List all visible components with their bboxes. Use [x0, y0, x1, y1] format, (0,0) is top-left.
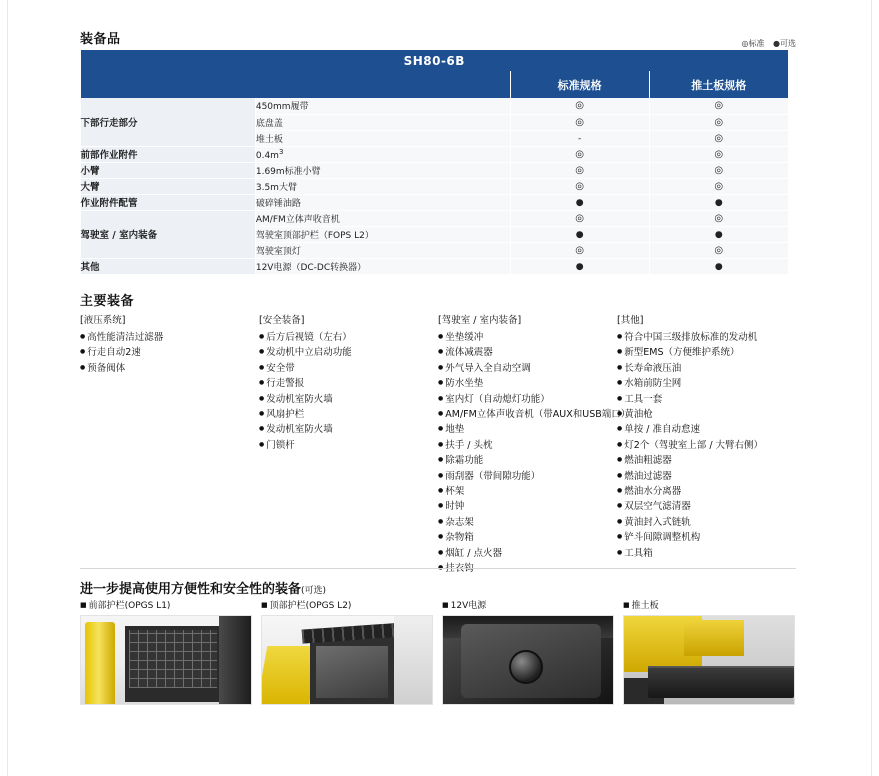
list-item: ● 扶手 / 头枕 — [438, 438, 617, 453]
item-label: 1.69m标准小臂 — [255, 162, 510, 178]
column-heading: [驾驶室 / 室内装备] — [438, 315, 522, 326]
equipment-list — [438, 330, 631, 577]
item-label: 驾驶室顶灯 — [255, 242, 510, 258]
photo-caption: ■ 12V电源 — [442, 598, 614, 611]
list-item: ● 黄油枪 — [617, 407, 796, 422]
list-item: ● 雨刮器（带间隙功能） — [438, 469, 617, 484]
list-item: ● 新型EMS（方便维护系统） — [617, 345, 796, 360]
legend-optional: ●可选 — [773, 39, 796, 48]
header-spacer — [81, 71, 511, 98]
item-label: 底盘盖 — [255, 114, 510, 130]
table-model-band-row — [81, 50, 789, 71]
item-label: 破碎锤油路 — [255, 194, 510, 210]
mark-standard — [510, 194, 649, 210]
table-column-header-row — [81, 71, 789, 98]
optional-photos — [80, 598, 796, 705]
table-row — [81, 178, 789, 194]
list-item: ● 双层空气滤清器 — [617, 499, 796, 514]
list-item: ● 水箱前防尘网 — [617, 376, 796, 391]
mark-dozer — [649, 242, 788, 258]
front-guard-photo — [80, 615, 252, 705]
background-shape — [219, 616, 251, 705]
list-item: ● 发动机室防火墙 — [259, 392, 438, 407]
list-item: ● 流体减震器 — [438, 345, 617, 360]
mark-dozer — [649, 178, 788, 194]
list-item: ● 杯架 — [438, 484, 617, 499]
list-item: ● 符合中国三级排放标准的发动机 — [617, 330, 796, 345]
list-item: ● 时钟 — [438, 499, 617, 514]
column-heading: [液压系统] — [80, 315, 126, 326]
equipment-list — [80, 330, 259, 376]
list-item: ● 门锁杆 — [259, 438, 438, 453]
equipment-column-other — [617, 312, 796, 577]
boom-shape — [85, 622, 115, 705]
table-row — [81, 194, 789, 210]
section-divider — [80, 568, 796, 569]
list-item: ● 发动机室防火墙 — [259, 422, 438, 437]
equipment-list — [617, 330, 796, 561]
list-item: ● 单按 / 准自动怠速 — [617, 422, 796, 437]
list-item: ● 预备阀体 — [80, 361, 259, 376]
column-header-dozer: 推土板规格 — [649, 71, 788, 98]
list-item: ● 工具箱 — [617, 546, 796, 561]
item-label: $0.4m^3$ — [255, 146, 510, 162]
power-socket-photo — [442, 615, 614, 705]
equipment-column-safety — [259, 312, 438, 577]
list-item: ● 杂志架 — [438, 515, 617, 530]
item-label: 450mm履带 — [255, 98, 510, 114]
list-item: ● 长寿命液压油 — [617, 361, 796, 376]
main-equipment-title: 主要装备 — [80, 294, 135, 309]
list-item: ● 外气导入全自动空调 — [438, 361, 617, 376]
mark-dozer — [649, 130, 788, 146]
optional-title-text: 进一步提高使用方便性和安全性的装备 — [80, 582, 302, 597]
glass-shape — [316, 646, 388, 698]
item-label: 3.5m大臂 — [255, 178, 510, 194]
mark-dozer — [649, 146, 788, 162]
group-label-other: 其他 — [81, 258, 256, 274]
mark-standard — [510, 98, 649, 114]
list-item: ● 高性能清洁过滤器 — [80, 330, 259, 345]
group-label-undercarriage: 下部行走部分 — [81, 98, 256, 146]
optional-title-suffix: (可选) — [301, 586, 327, 596]
mark-dozer — [649, 210, 788, 226]
list-item: ● 燃油粗滤器 — [617, 453, 796, 468]
mark-dozer — [649, 162, 788, 178]
list-item: ● 黄油封入式链轨 — [617, 515, 796, 530]
list-item: ● AM/FM立体声收音机（带AUX和USB端口） — [438, 407, 617, 422]
mark-standard — [510, 258, 649, 274]
mark-standard — [510, 210, 649, 226]
page-right-margin — [871, 0, 879, 776]
mark-standard — [510, 146, 649, 162]
optional-section-title — [80, 578, 326, 597]
list-item: ● 地垫 — [438, 422, 617, 437]
socket-shape — [509, 650, 543, 684]
main-equipment-columns — [80, 312, 796, 577]
list-item: ● 工具一套 — [617, 392, 796, 407]
equipment-section-title: 装备品 — [80, 32, 121, 47]
list-item: ● 行走自动2速 — [80, 345, 259, 360]
mark-standard — [510, 178, 649, 194]
column-header-standard: 标准规格 — [510, 71, 649, 98]
table-row — [81, 258, 789, 274]
group-label-boom: 大臂 — [81, 178, 256, 194]
mark-dozer — [649, 194, 788, 210]
background-shape — [394, 616, 432, 705]
list-item: ● 铲斗间隙调整机构 — [617, 530, 796, 545]
model-name: SH80-6B — [81, 50, 789, 71]
photo-caption: ■ 前部护栏(OPGS L1) — [80, 598, 252, 611]
optional-photo-item — [623, 598, 795, 705]
mark-standard — [510, 226, 649, 242]
page-left-margin — [0, 0, 8, 776]
table-row — [81, 98, 789, 114]
list-item: ● 灯2个（驾驶室上部 / 大臂右侧） — [617, 438, 796, 453]
table-row — [81, 210, 789, 226]
equipment-list — [259, 330, 438, 453]
table-row — [81, 162, 789, 178]
mark-dozer — [649, 258, 788, 274]
item-label: 驾驶室顶部护栏（FOPS L2） — [255, 226, 510, 242]
list-item: ● 除霜功能 — [438, 453, 617, 468]
machine-upper-shape — [684, 620, 744, 656]
mark-dozer — [649, 226, 788, 242]
specification-table — [80, 50, 788, 275]
list-item: ● 燃油过滤器 — [617, 469, 796, 484]
legend-standard: ◎标准 — [741, 39, 765, 48]
mark-standard — [510, 130, 649, 146]
item-label: 12V电源（DC-DC转换器） — [255, 258, 510, 274]
table-row — [81, 146, 789, 162]
optional-photo-item — [80, 598, 252, 705]
list-item: ● 后方后视镜（左右） — [259, 330, 438, 345]
dozer-blade-photo — [623, 615, 795, 705]
top-guard-photo — [261, 615, 433, 705]
guard-grid-shape — [129, 630, 217, 688]
list-item: ● 风扇护栏 — [259, 407, 438, 422]
column-heading: [其他] — [617, 315, 644, 326]
optional-photo-item — [261, 598, 433, 705]
mark-standard — [510, 114, 649, 130]
list-item: ● 防水坐垫 — [438, 376, 617, 391]
list-item: ● 行走警报 — [259, 376, 438, 391]
group-label-front-attachment: 前部作业附件 — [81, 146, 256, 162]
equipment-column-hydraulic — [80, 312, 259, 577]
optional-photo-item — [442, 598, 614, 705]
mark-dozer — [649, 114, 788, 130]
group-label-arm: 小臂 — [81, 162, 256, 178]
list-item: ● 发动机中立启动功能 — [259, 345, 438, 360]
photo-caption: ■ 顶部护栏(OPGS L2) — [261, 598, 433, 611]
group-label-piping: 作业附件配管 — [81, 194, 256, 210]
list-item: ● 燃油水分离器 — [617, 484, 796, 499]
mark-standard — [510, 242, 649, 258]
mark-dozer — [649, 98, 788, 114]
legend — [741, 38, 796, 49]
blade-shape — [648, 668, 794, 698]
item-label: AM/FM立体声收音机 — [255, 210, 510, 226]
group-label-cab: 驾驶室 / 室内装备 — [81, 210, 256, 258]
list-item: ● 杂物箱 — [438, 530, 617, 545]
list-item: ● 坐垫缓冲 — [438, 330, 617, 345]
column-heading: [安全装备] — [259, 315, 305, 326]
mark-standard — [510, 162, 649, 178]
list-item: ● 烟缸 / 点火器 — [438, 546, 617, 561]
item-label: 堆土板 — [255, 130, 510, 146]
photo-caption: ■ 推土板 — [623, 598, 795, 611]
list-item: ● 安全带 — [259, 361, 438, 376]
list-item: ● 室内灯（自动熄灯功能） — [438, 392, 617, 407]
